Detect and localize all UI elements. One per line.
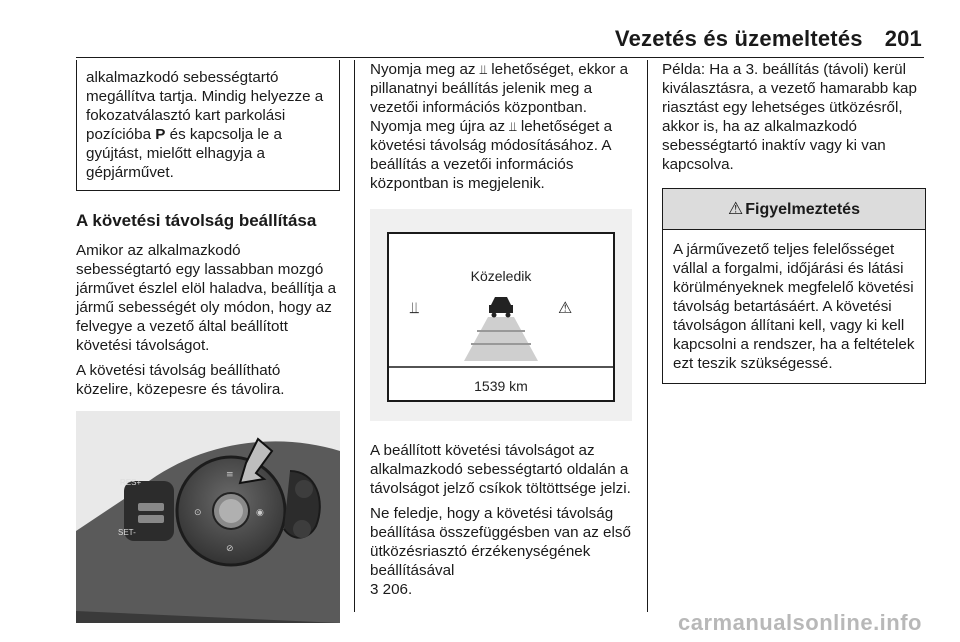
collision-alert-icon: ⚠: [558, 298, 573, 317]
svg-text:≡: ≡: [226, 470, 234, 480]
column-divider-2: [647, 60, 648, 612]
warning-triangle-icon: ⚠: [728, 199, 744, 218]
box-text-end: és kapcsolja le a gyújtást, mielőtt elhagyja a gépjárművet.: [86, 126, 282, 181]
page-header: [593, 26, 922, 52]
column-1: [76, 60, 340, 623]
steering-wheel-figure: [76, 411, 340, 623]
continued-warning-box: [76, 60, 340, 191]
column-3: [662, 60, 926, 384]
column-2: [370, 60, 632, 605]
warning-title-bar: ⚠ Figyelmeztetés: [663, 189, 925, 230]
page-header-title: Vezetés és üzemeltetés: [614, 26, 863, 51]
paragraph: A beállított követési távolságot az alkalmazkodó sebességtartó oldalán a távolságot jelző csíkok töltöttsége jelzi.: [370, 442, 631, 497]
odometer-readout: 1539 km: [474, 378, 528, 394]
set-label: SET-: [118, 528, 136, 537]
warning-body: A járművezető teljes felelősséget vállal a forgalmi, időjárási és látási körülményeknek megfelelő követési távolság betartásáért. A követési távolságon állítani kell, vagy ki kell kapcsolni a rendszer, ha a feltételek ezt teszik szükségessé.: [673, 241, 915, 372]
driver-info-display-figure: [370, 209, 632, 421]
following-distance-icon: ⫫: [509, 119, 517, 134]
section-heading: A követési távolság beállítása: [76, 211, 317, 230]
header-rule: [76, 57, 924, 58]
distance-setting-icon: ⫫: [410, 298, 419, 317]
paragraph: Példa: Ha a 3. beállítás (távoli) kerül kiválasztásra, a vezető hamarabb kap riasztást egy lehetséges ütközésről, akkor is, ha az alkalmazkodó sebességtartó inaktív vagy ki van kapcsolva.: [662, 61, 917, 173]
following-distance-icon: ⫫: [479, 62, 488, 77]
paragraph: Ne feledje, hogy a követési távolság beállítása összefüggésben van az első ütközésriasztó érzékenységének beállításával 3 206.: [370, 505, 631, 598]
steering-wheel-controls-icon: [76, 411, 340, 623]
svg-text:◉: ◉: [256, 508, 264, 518]
column-divider-1: [354, 60, 355, 612]
svg-text:⊙: ⊙: [194, 508, 202, 518]
page-number: 201: [884, 26, 922, 51]
box-bold-p: P: [155, 126, 166, 143]
res-label: RES+: [120, 478, 142, 487]
paragraph: A követési távolság beállítható közelire, közepesre és távolira.: [76, 362, 285, 398]
paragraph: Nyomja meg az ⫫ lehetőséget, ekkor a pillanatnyi beállítás jelenik meg a vezetői információs központban. Nyomja meg újra az ⫫ lehetőséget a követési távolság módosításához. A beállítás a vezetői információs központban is megjelenik.: [370, 61, 629, 192]
cluster-display-image: [370, 209, 632, 421]
warning-box: [662, 188, 926, 384]
box-text: alkalmazkodó sebességtartó megállítva tartja. Mindig helyezze a fokozatválasztó kart parkolási pozícióba: [86, 69, 324, 143]
page-reference: 3 206.: [370, 581, 413, 598]
paragraph: Amikor az alkalmazkodó sebességtartó egy lassabban mozgó járművet észlel elöl haladva, beállítja a jármű sebességét oly módon, hogy az felvegye a vezető által beállított követési távolságot.: [76, 242, 337, 354]
display-title: Közeledik: [470, 268, 532, 284]
watermark: carmanualsonline.info: [678, 610, 922, 635]
svg-text:⊘: ⊘: [226, 544, 234, 554]
